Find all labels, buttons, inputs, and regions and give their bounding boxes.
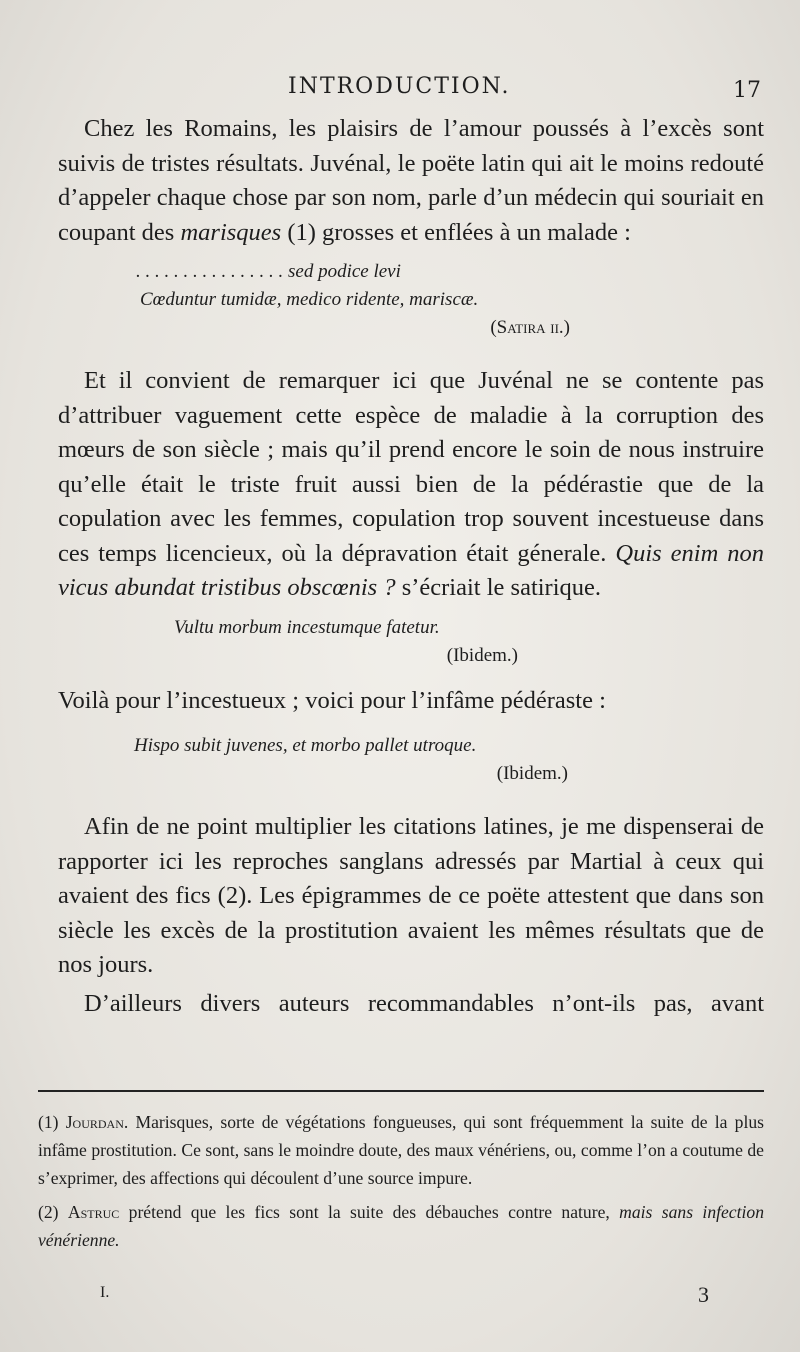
footnote-2-marker: (2): [38, 1202, 59, 1222]
paragraph-2-italic: Quis enim non vicus abundat tristibus obscœnis ?: [58, 539, 764, 601]
footnotes: [38, 1108, 764, 1260]
quote-3-line-1: Hispo subit juvenes, et morbo pallet utroque.: [134, 735, 477, 756]
quote-1-line-2: Cœduntur tumidæ, medico ridente, mariscæ.: [140, 289, 479, 310]
signature-line: [0, 1282, 800, 1312]
footnote-2-text: prétend que les fics sont la suite des débauches contre nature,: [119, 1202, 620, 1222]
footnote-1: [38, 1108, 764, 1192]
paragraph-1-text-b: (1) grosses et enflées à un malade :: [281, 218, 631, 246]
running-head: [0, 72, 800, 112]
running-head-title: INTRODUCTION.: [288, 74, 511, 99]
quote-1-line-1: . . . . . . . . . . . . . . . . sed podice levi: [136, 261, 401, 282]
paragraph-2-text-b: s’écriait le satirique.: [395, 574, 602, 601]
paragraph-5: D’ailleurs divers auteurs recommandables n’ont-ils pas, avant: [84, 989, 764, 1017]
footnote-1-marker: (1): [38, 1112, 59, 1132]
quote-3-source: (Ibidem.): [496, 763, 568, 784]
footnote-2: [38, 1198, 764, 1254]
body-text: [58, 112, 764, 1021]
paragraph-2-text-a: Et il convient de remarquer ici que Juvénal ne se contente pas d’attribuer vaguement cette espèce de maladie à la corruption des mœurs de son siècle ; mais qu’il prend encore le soin de nous instruire qu’elle était le triste fruit aussi bien de la pédérastie que de la copulation avec les femmes, copulation trop souvent incestueuse dans ces temps licencieux, où la dépravation était génerale.: [58, 367, 764, 567]
quote-2-line-1: Vultu morbum incestumque fatetur.: [174, 616, 440, 638]
footnote-rule: [38, 1090, 764, 1092]
footnote-1-author: Jourdan.: [65, 1112, 129, 1132]
footnote-2-italic: mais sans infection vénérienne.: [38, 1202, 764, 1250]
footnote-1-text: Marisques, sorte de végétations fongueuses, qui sont fréquemment la suite de la plus infâme prostitution. Ce sont, sans le moindre doute, des maux vénériens, ou, comme l’on a coutume de s’exprimer, des affections qui découlent d’une source impure.: [38, 1112, 764, 1188]
paragraph-1: [58, 112, 764, 250]
paragraph-1-italic: marisques: [180, 218, 282, 246]
quote-2-source: (Ibidem.): [446, 644, 518, 666]
volume-signature: I.: [100, 1284, 110, 1301]
paragraph-1-text-a: Chez les Romains, les plaisirs de l’amour poussés à l’excès sont suivis de tristes résultats. Juvénal, le poëte latin qui ait le moins redouté d’appeler chaque chose par son nom, parle d’un médecin qui souriait en coupant des: [58, 115, 764, 246]
latin-quote-2: [58, 614, 764, 670]
latin-quote-1: [58, 258, 764, 342]
paragraph-4: Afin de ne point multiplier les citations latines, je me dispenserai de rapporter ici les reproches sanglans adressés par Martial à ceux qui avaient des fics (2). Les épigrammes de ce poëte attestent que dans son siècle les excès de la prostitution avaient les mêmes résultats que de nos jours.: [58, 813, 764, 978]
quote-1-source: (Satira ii.): [490, 317, 570, 338]
paragraph-2: [58, 364, 764, 606]
sheet-signature: 3: [698, 1282, 709, 1307]
paragraph-3: Voilà pour l’incestueux ; voici pour l’infâme pédéraste :: [58, 686, 606, 714]
page-number: 17: [733, 78, 761, 103]
footnote-2-author: Astruc: [67, 1202, 120, 1222]
latin-quote-3: [58, 732, 764, 788]
